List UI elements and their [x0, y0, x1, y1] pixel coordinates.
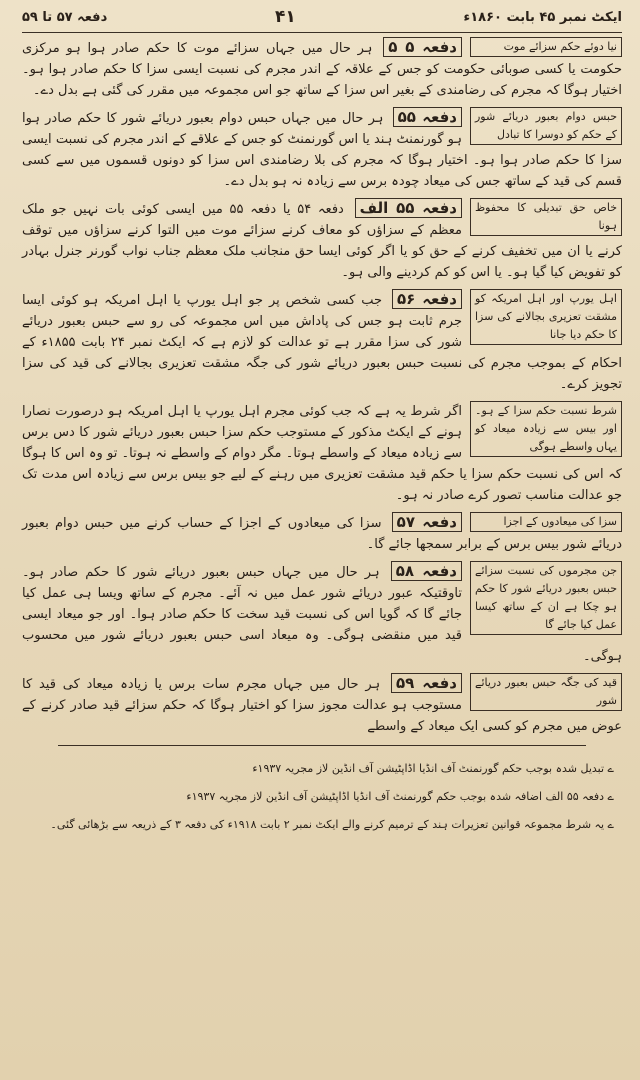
- section-text: جب کسی شخص پر جو اہل یورپ یا اہل امریکہ ہو کوئی ایسا جرم ثابت ہو جس کی پاداش میں اس مجموعہ کی رو سے حبس بعبور دریائے شور کی سزا مقرر ہے تو عدالت کو لازم ہے کہ ایکٹ نمبر ۲۴ بابت ۱۸۵۵ء کے احکام کے بموجب مجرم کی نسبت حبس بعبور دریائے شور کی جگہ مشقت تعزیری بجالانے کی قید کی سزا تجویز کرے۔: [22, 293, 622, 392]
- page-header: [22, 4, 622, 30]
- header-act-title: ایکٹ نمبر ۴۵ بابت ۱۸۶۰ء: [463, 9, 622, 25]
- section-number: دفعہ ۵۵ الف: [355, 198, 462, 218]
- section-number: دفعہ ۵۶: [392, 289, 462, 309]
- document-body: [22, 37, 622, 737]
- section-text: دفعہ ۵۴ یا دفعہ ۵۵ میں ایسی کوئی بات نہیں جو ملک معظم کے سزاؤں کو معاف کرنے سزائے موت میں التوا کرنے سزاؤں میں توقف کرنے یا ان میں تخفیف کرنے کے حق کو یا اگر کوئی ایسا حق منجانب ملک معظم جناب نواب گورنر جنرل بہادر کو تفویض کیا گیا ہو۔ یا اس کو کم کردینے والی ہو۔: [22, 202, 622, 280]
- marginal-note: حبس دوام بعبور دریائے شور کے حکم کو دوسرا کا تبادل: [470, 107, 622, 145]
- section-57: [22, 512, 622, 555]
- section-number: دفعہ ۵۵: [393, 107, 462, 127]
- marginal-note: خاص حق تبدیلی کا محفوظ ہونا: [470, 198, 622, 236]
- section-text: ہر حال میں جہاں حبس دوام بعبور دریائے شور کا حکم صادر ہوا ہو گورنمنٹ ہند یا اس گورنمنٹ کو جس کے علاقے کے اندر مجرم کی نسبت ایسی سزا کا حکم صادر ہوا ہو۔ اختیار ہوگا کہ مجرم کی بلا رضامندی اس سزا کو دونوں قسموں میں سے کسی قسم کی قید کے ساتھ جس کی میعاد چودہ برس سے زیادہ نہ ہو بدل دے۔: [22, 111, 622, 189]
- footnote: ے تبدیل شدہ بوجب حکم گورنمنٹ آف انڈیا اڈاپٹیشن آف انڈین لاز مجریہ ۱۹۳۷ء: [252, 762, 614, 775]
- section-56: [22, 289, 622, 395]
- section-text: سزا کی میعادوں کے اجزا کے حساب کرنے میں حبس دوام بعبور دریائے شور بیس برس کے برابر سمجھا جائے گا۔: [22, 516, 622, 552]
- marginal-note: شرط نسبت حکم سزا کے ہو۔ اور بیس سے زیادہ میعاد کو یہاں واسطے ہوگی: [470, 401, 622, 457]
- section-text: ہر حال میں جہاں حبس بعبور دریائے شور کا حکم صادر ہو۔ تاوقتیکہ عبور دریائے شور عمل میں نہ آئے۔ مجرم کے ساتھ ویسا ہی عمل کیا جائے گا کہ گویا اس کی نسبت قید سخت کا حکم صادر ہوا۔ اور جو میعاد ایسی قید میں منقضی ہوگی۔ وہ میعاد اسی حبس بعبور دریائے شور میں محسوب ہوگی۔: [22, 565, 622, 664]
- section-number: دفعہ ۵ ۵: [383, 37, 462, 57]
- section-number: دفعہ ۵۷: [392, 512, 462, 532]
- marginal-note: اہل یورپ اور اہل امریکہ کو مشقت تعزیری بجالانے کی سزا کا حکم دیا جانا: [470, 289, 622, 345]
- marginal-note: سزا کی میعادوں کے اجزا: [470, 512, 622, 532]
- section-56-proviso: [22, 401, 622, 506]
- marginal-note: قید کی جگہ حبس بعبور دریائے شور: [470, 673, 622, 711]
- section-text: ہر حال میں جہاں سزائے موت کا حکم صادر ہوا ہو مرکزی حکومت یا کسی صوبائی حکومت کو جس کے علاقہ کے اندر مجرم کی نسبت ایسی سزا کا حکم صادر ہوا ہو۔ اختیار ہوگا کہ مجرم کی رضامندی کے بغیر اس سزا کے ساتھ جو اس مجموعہ میں مقرر کی گئی ہے بدل دے۔: [22, 41, 622, 98]
- section-58: [22, 561, 622, 667]
- page-number: ۴۱: [275, 7, 296, 27]
- section-55: [22, 107, 622, 192]
- section-number: دفعہ ۵۹: [391, 673, 462, 693]
- marginal-note: نیا دوئے حکم سزائے موت: [470, 37, 622, 57]
- section-59: [22, 673, 622, 737]
- section-number: دفعہ ۵۸: [391, 561, 462, 581]
- marginal-note: جن مجرموں کی نسبت سزائے حبس بعبور دریائے شور کا حکم ہو چکا ہے ان کے ساتھ کیسا عمل کیا جائے گا: [470, 561, 622, 635]
- section-text: ہر حال میں جہاں مجرم سات برس یا زیادہ میعاد کی قید کا مستوجب ہو عدالت مجوز سزا کو اختیار ہوگا کہ حکم سزائے قید صادر کرنے کے عوض میں مجرم کو کسی ایک میعاد کے واسطے: [22, 677, 622, 734]
- footnote: ے دفعہ ۵۵ الف اضافہ شدہ بوجب حکم گورنمنٹ آف انڈیا اڈاپٹیشن آف انڈین لاز مجریہ ۱۹۳۷ء: [186, 790, 614, 803]
- footnote: ے یہ شرط مجموعہ قوانین تعزیرات ہند کے ترمیم کرنے والے ایکٹ نمبر ۲ بابت ۱۹۱۸ء کی دفعہ ۳ کے ذریعہ سے بڑھائی گئی۔: [50, 818, 614, 831]
- footnotes: [22, 756, 622, 838]
- footnote-divider: [58, 745, 586, 746]
- section-55a: [22, 198, 622, 283]
- section-text: اگر شرط یہ ہے کہ جب کوئی مجرم اہل یورپ یا اہل امریکہ ہو درصورت نصارا ہونے کے ایکٹ مذکور کے مستوجب حکم سزا حبس بعبور دریائے شور کا دس برس سے زیادہ میعاد کے واسطے ہوتا۔ مگر دوام کے واسطے نہ ہوتا۔ تو وہ اس کا ہوگا کہ اس کی نسبت حکم سزا یا حکم قید مشقت تعزیری میں رہنے کے لیے جو بیس برس سے زیادہ اس مدت تک جو عدالت مناسب تصور کرے صادر نہ ہو۔: [22, 404, 622, 503]
- header-section-range: دفعہ ۵۷ تا ۵۹: [22, 9, 108, 25]
- section-54: [22, 37, 622, 101]
- header-rule: [22, 32, 622, 33]
